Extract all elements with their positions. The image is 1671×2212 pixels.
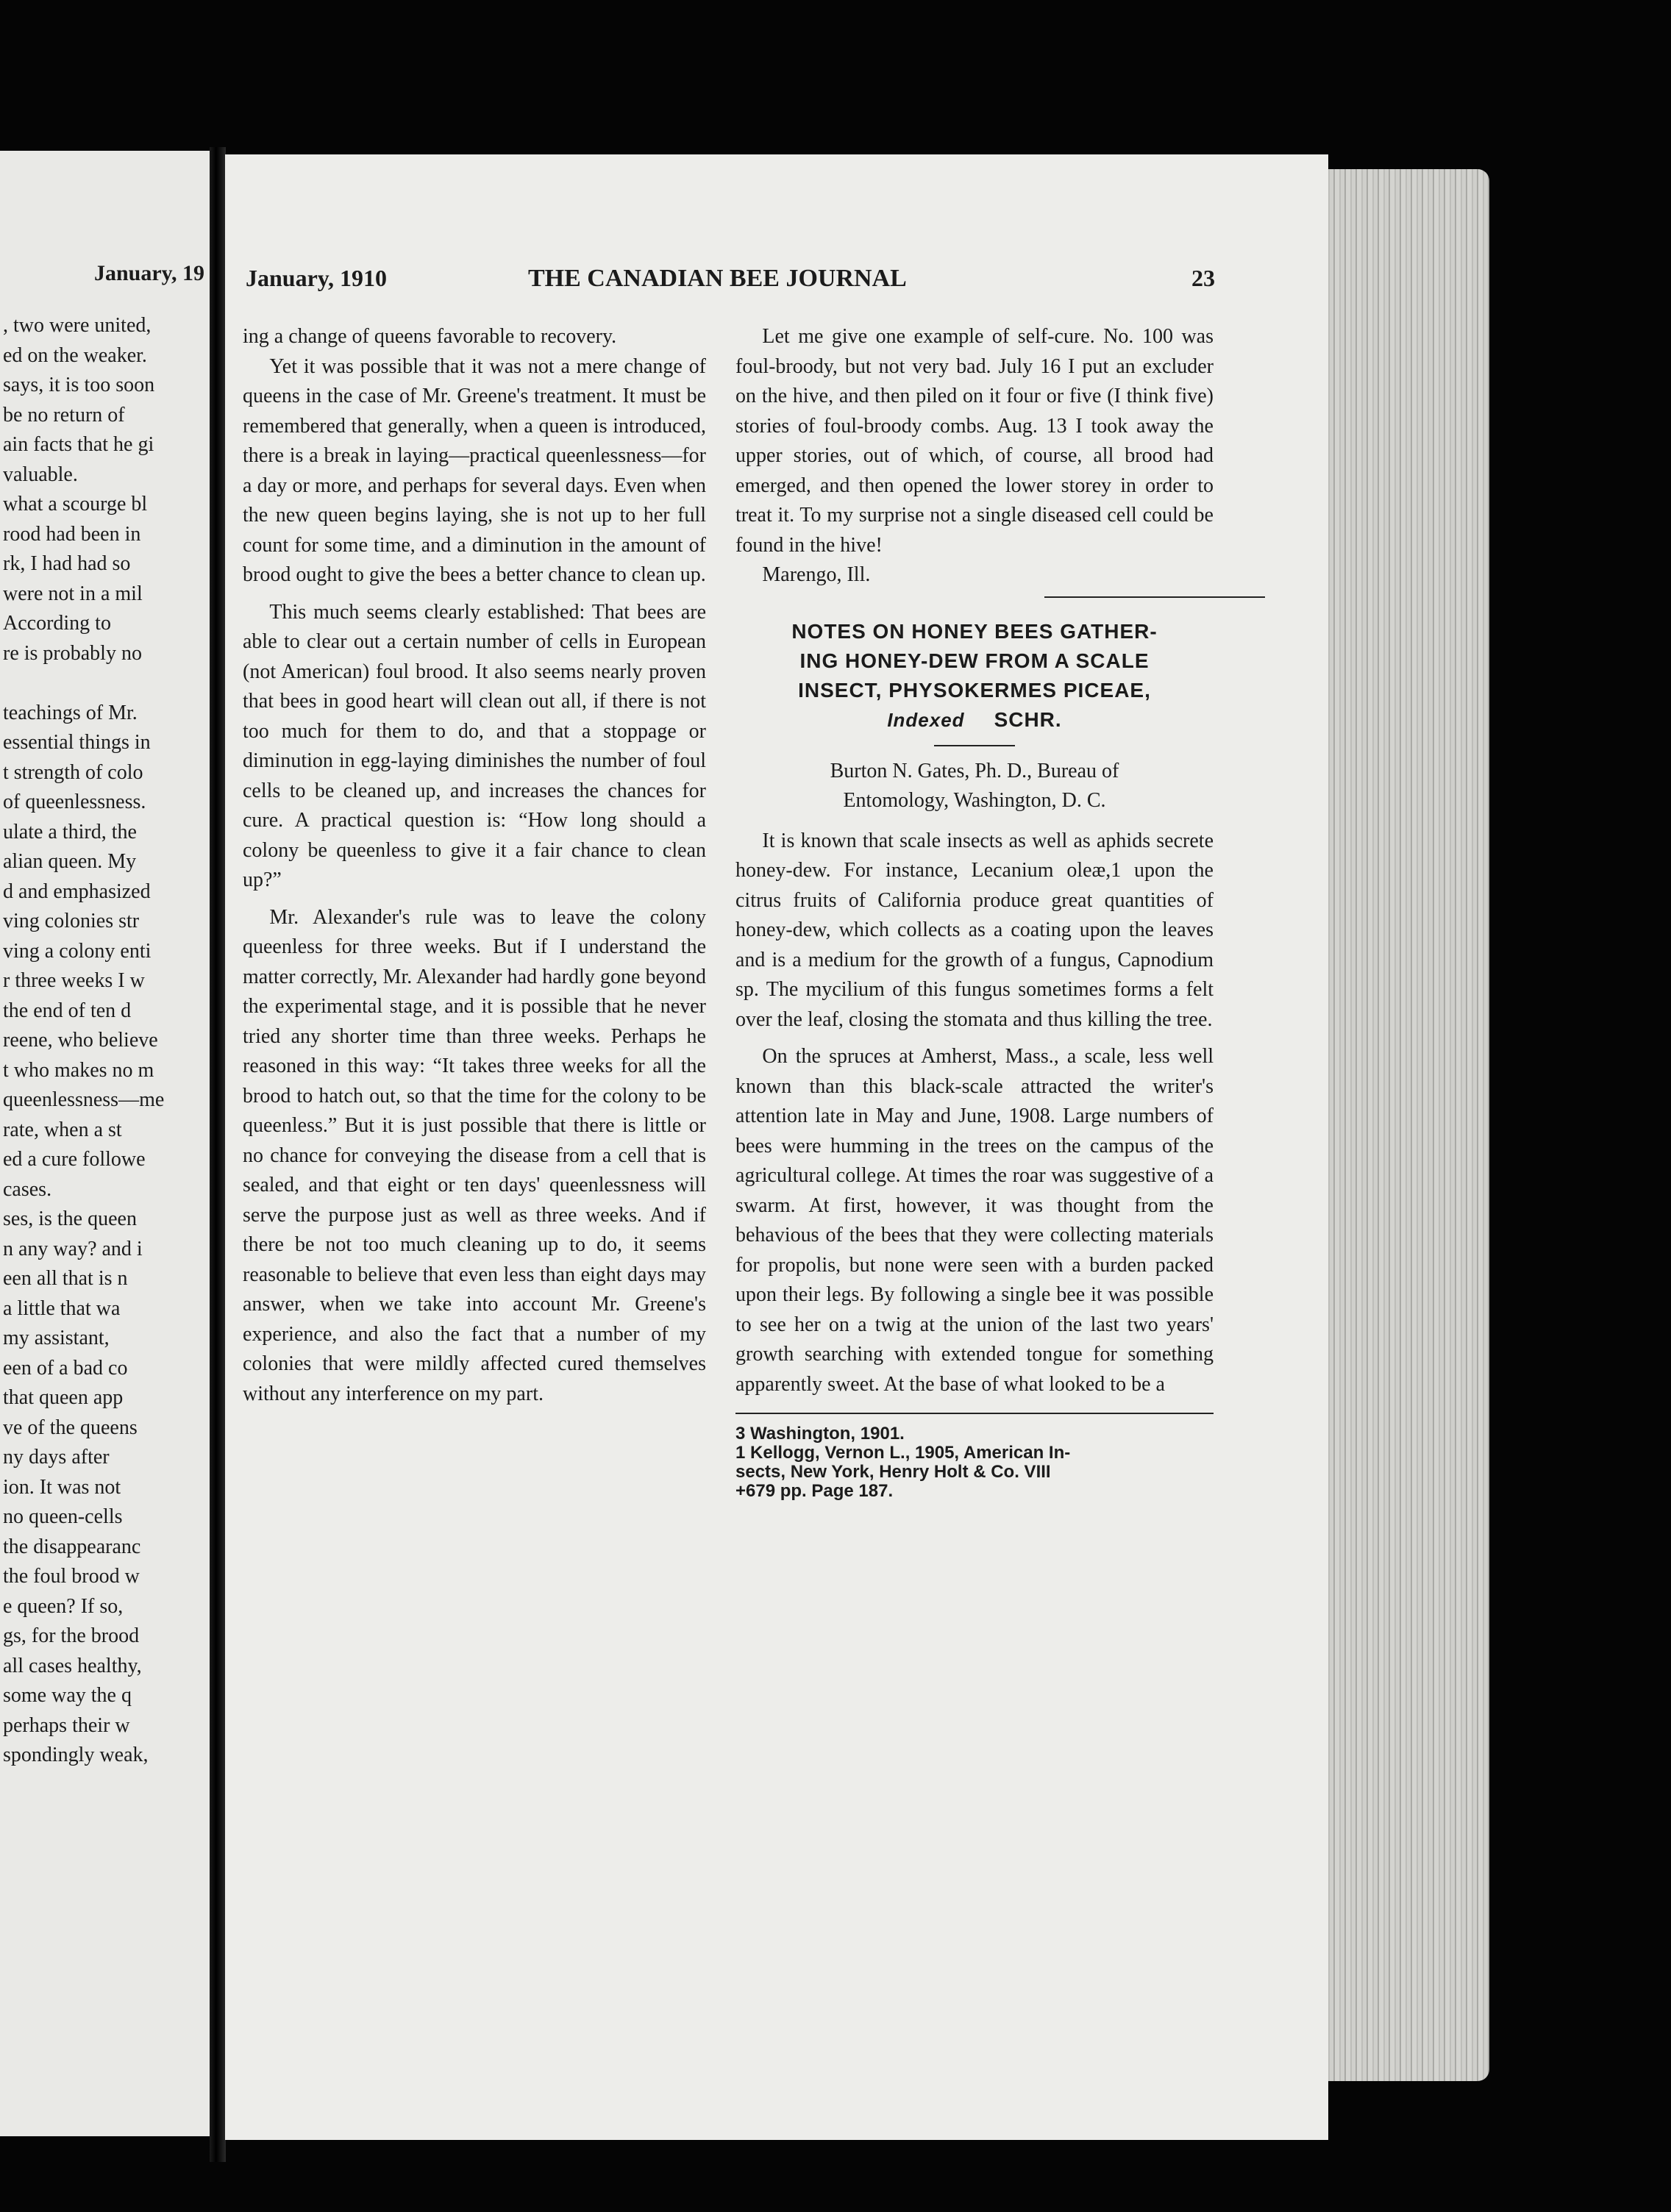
section-rule — [1044, 596, 1265, 598]
byline — [735, 757, 1214, 816]
column-2 — [735, 322, 1214, 1501]
article-title-line-2: ING HONEY-DEW FROM A SCALE — [799, 649, 1150, 672]
left-page-line: r three weeks I w — [3, 969, 145, 992]
left-page-line: ses, is the queen — [3, 1207, 137, 1230]
left-page-line: d and emphasized — [3, 880, 151, 903]
col2-intro: Let me give one example of self-cure. No. 100 was foul-broody, but not very bad. July 16 I put an excluder on the hive, and then piled on it four or five (I think five) stories of foul-broody combs. Aug. 13 I took away the upper stories, out of which, of course, all brood had emerged, and then opened the lower storey in order to treat it. To my surprise not a single diseased cell could be found in the hive! — [735, 325, 1214, 557]
left-page-line: rood had been in — [3, 522, 141, 546]
page-edges — [1324, 169, 1489, 2081]
left-page-line: no queen-cells — [3, 1505, 123, 1528]
left-page-line: gs, for the brood — [3, 1624, 140, 1647]
left-page-line: cases. — [3, 1177, 52, 1201]
journal-title: THE CANADIAN BEE JOURNAL — [528, 265, 907, 292]
left-page-line: ve of the queens — [3, 1416, 138, 1439]
left-page-line: valuable. — [3, 463, 78, 486]
indexed-stamp: Indexed — [887, 708, 965, 731]
left-page-line: ed a cure followe — [3, 1148, 146, 1171]
left-page-line: some way the q — [3, 1684, 132, 1707]
left-page-line: what a scourge bl — [3, 493, 148, 515]
left-page-line: ain facts that he gi — [3, 433, 154, 456]
article-title-last: SCHR. — [994, 707, 1062, 731]
col1-para-3: This much seems clearly established: That bees are able to clear out a certain number of cells in European (not American) foul brood. It also seems nearly proven that bees in good heart will clean out all, if there is not too much for them to do, and that a stoppage or diminution in egg-laying diminishes the number of foul cells to be cleaned up, and increases the chances for cure. A practical question is: “How long should a colony be queenless to give it a fair chance to clean up?” — [243, 600, 706, 891]
left-page-line: essential things in — [3, 731, 151, 754]
footnote-4: +679 pp. Page 187. — [735, 1481, 894, 1501]
left-page-line: re is probably no — [3, 641, 142, 665]
col1-para-1: ing a change of queens favorable to recovery. — [243, 325, 617, 348]
left-page-line: ving a colony enti — [3, 939, 152, 963]
left-page-line: ion. It was not — [3, 1475, 121, 1499]
footnotes — [735, 1424, 1214, 1501]
left-page-text — [3, 311, 213, 1771]
left-page-line: all cases healthy, — [3, 1654, 142, 1677]
left-page-header: January, 19 — [94, 261, 205, 285]
left-page-line: ed on the weaker. — [3, 343, 147, 367]
left-page-line: the foul brood w — [3, 1565, 140, 1588]
left-page-line: the disappearanc — [3, 1535, 141, 1558]
left-page-line: rate, when a st — [3, 1118, 122, 1141]
col2-para-2: On the spruces at Amherst, Mass., a scale, less well known than this black-scale attracted the writer's attention late in May and June, 1908. Large numbers of bees were humming in the trees on the campus of the agricultural college. At times the roar was suggestive of a swarm. At first, however, it was thought from the behavious of the bees that they were collecting materials for propolis, but none were seen with a burden packed upon their legs. By following a single bee it was possible to see her on a twig at the union of the last two years' growth searching with extended tongue for something apparently sweet. At the base of what looked to be a — [735, 1045, 1214, 1396]
left-page-line: ulate a third, the — [3, 820, 137, 843]
article-title-line-4 — [735, 705, 1214, 735]
col2-signoff: Marengo, Ill. — [762, 563, 871, 586]
col1-para-4: Mr. Alexander's rule was to leave the colony queenless for three weeks. But if I understand the matter correctly, Mr. Alexander had hardly gone beyond the experimental stage, and it is possible that he never tried any shorter time than three weeks. Perhaps he reasoned in this way: “It takes three weeks for all the brood to hatch out, so that the time for the colony to be queenless.” But it is just possible that there is little or no chance for conveying the disease from a cell that is sealed, and that eight or ten days' queenlessness will serve the purpose just as well as three weeks. And if there be not too much cleaning up to do, it seems reasonable to believe that even less than eight days may answer, when we take into account Mr. Greene's experience, and also the fact that a number of my colonies that were mildly affected cured themselves without any interference on my part. — [243, 905, 706, 1405]
left-page-line: spondingly weak, — [3, 1744, 149, 1766]
footnote-1: 3 Washington, 1901. — [735, 1424, 905, 1444]
left-page-line: that queen app — [3, 1386, 124, 1409]
left-page-line: were not in a mil — [3, 582, 143, 605]
footnote-3: sects, New York, Henry Holt & Co. VIII — [735, 1462, 1051, 1482]
left-page-line: According to — [3, 612, 111, 635]
left-page-line: n any way? and i — [3, 1237, 143, 1260]
left-page-line: ving colonies str — [3, 910, 140, 932]
book-gutter — [210, 147, 226, 2162]
left-page-line: the end of ten d — [3, 999, 132, 1022]
left-page-line: e queen? If so, — [3, 1594, 124, 1618]
left-page-line: perhaps their w — [3, 1713, 130, 1737]
left-page-line: my assistant, — [3, 1327, 110, 1349]
left-page-line — [3, 668, 213, 699]
left-page-line: alian queen. My — [3, 850, 137, 873]
left-page-line: reene, who believe — [3, 1029, 158, 1052]
left-page-line: rk, I had had so — [3, 552, 131, 575]
article-title — [735, 617, 1214, 735]
left-page-line: a little that wa — [3, 1296, 121, 1320]
footnote-rule — [735, 1413, 1214, 1414]
left-page-line: t strength of colo — [3, 760, 143, 784]
article-title-line-3: INSECT, PHYSOKERMES PICEAE, — [798, 678, 1151, 702]
left-page — [0, 151, 213, 2136]
article-title-line-1: NOTES ON HONEY BEES GATHER- — [791, 619, 1158, 643]
left-page-line: , two were united, — [3, 314, 152, 337]
col2-para-1: It is known that scale insects as well as aphids secrete honey-dew. For instance, Lecanium oleæ,1 upon the citrus fruits of California produce great quantities of honey-dew, which collects as a coating upon the leaves and is a medium for the growth of a fungus, Capnodium sp. The mycilium of this fungus sometimes forms a felt over the leaf, closing the stomata and thus killing the tree. — [735, 829, 1214, 1031]
left-page-line: ny days after — [3, 1446, 110, 1469]
left-page-line: queenlessness—me — [3, 1088, 165, 1111]
left-page-line: teachings of Mr. — [3, 701, 138, 724]
left-page-line: een of a bad co — [3, 1356, 128, 1380]
left-page-line: says, it is too soon — [3, 374, 155, 396]
left-page-line: of queenlessness. — [3, 791, 146, 813]
left-page-line: een all that is n — [3, 1267, 128, 1290]
left-page-line: be no return of — [3, 403, 125, 427]
footnote-2: 1 Kellogg, Vernon L., 1905, American In- — [735, 1443, 1071, 1463]
left-page-line: t who makes no m — [3, 1058, 154, 1082]
header-date: January, 1910 — [246, 265, 388, 291]
byline-line-1: Burton N. Gates, Ph. D., Bureau of — [830, 759, 1119, 782]
col1-para-2: Yet it was possible that it was not a mere change of queens in the case of Mr. Greene's treatment. It must be remembered that generally, when a queen is introduced, there is a break in laying—practical queenlessness—for a day or more, and perhaps for several days. Even when the new queen begins laying, she is not up to her full count for some time, and a diminution in the amount of brood ought to give the bees a better chance to clean up. — [243, 354, 706, 586]
page-number: 23 — [1191, 265, 1215, 291]
column-1 — [243, 322, 706, 1409]
title-rule — [934, 745, 1015, 746]
byline-line-2: Entomology, Washington, D. C. — [843, 789, 1106, 812]
